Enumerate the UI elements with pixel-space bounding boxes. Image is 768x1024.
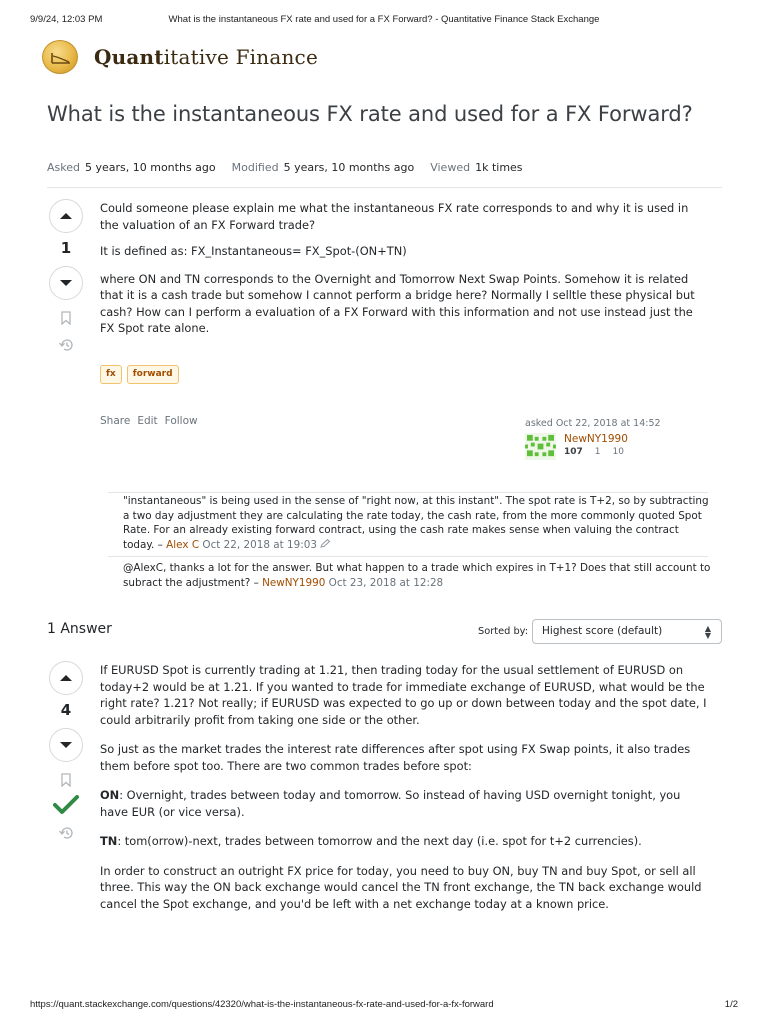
silver-badge-count: 1 (594, 447, 601, 457)
divider (47, 187, 722, 188)
comment-text: "instantaneous" is being used in the sense of "right now, at this instant". The spot rate is T+2, so by subtracting a two day adjustment they are calculating the rate today, the cash rate, from the more commonly quoted Spot Rate. For an already existing forward contract, using the cash rate makes sense when valuing the contract today. – (123, 495, 709, 551)
modified-meta: Modified 5 years, 10 months ago (231, 161, 415, 174)
share-link[interactable]: Share (100, 415, 131, 427)
accepted-checkmark-icon (53, 795, 79, 819)
history-icon[interactable] (58, 337, 74, 356)
upvote-button[interactable] (49, 661, 83, 695)
question-post-menu (100, 415, 198, 427)
answers-count-header: 1 Answer (47, 621, 112, 637)
comment-item (123, 561, 713, 590)
answer-paragraph: So just as the market trades the interest rate differences after spot using FX Swap points, it also trades them before spot too. There are two common trades before spot: (100, 742, 691, 773)
arrow-up-icon (59, 212, 73, 220)
site-logo-icon[interactable] (42, 40, 78, 74)
answer-score: 4 (60, 701, 72, 719)
sort-label: Sorted by: (478, 626, 529, 637)
comment-user-link[interactable]: NewNY1990 (262, 576, 326, 589)
question-paragraph: It is defined as: FX_Instantaneous= FX_Spot-(ON+TN) (100, 244, 407, 258)
comment-divider (108, 492, 708, 493)
arrow-up-icon (59, 674, 73, 682)
edit-link[interactable]: Edit (137, 415, 158, 427)
print-page-number: 1/2 (724, 999, 738, 1010)
asked-meta: Asked 5 years, 10 months ago (47, 161, 216, 174)
question-body (100, 200, 710, 347)
tag-forward[interactable]: forward (127, 365, 179, 384)
on-label: ON (100, 788, 120, 802)
downvote-button[interactable] (49, 266, 83, 300)
downvote-button[interactable] (49, 728, 83, 762)
print-doc-title: What is the instantaneous FX rate and used for a FX Forward? - Quantitative Finance Stack Exchange (168, 14, 600, 25)
arrow-down-icon (59, 741, 73, 749)
upvote-button[interactable] (49, 199, 83, 233)
print-header (30, 14, 738, 26)
answer-paragraph: If EURUSD Spot is currently trading at 1.21, then trading today for the usual settlement of EURUSD on today+2 would be at 1.21. If you wanted to trade for immediate exchange of EURUSD, what would be the right rate? 1.21? Not really; if EURUSD was expected to go up or down between today and the spot date, I could arbitrarily profit from taking one side or the other. (100, 663, 707, 727)
comment-date[interactable]: Oct 23, 2018 at 12:28 (328, 576, 444, 589)
sort-select[interactable] (532, 619, 722, 644)
question-owner-card (525, 418, 725, 460)
bronze-badge-count: 10 (612, 447, 624, 457)
user-avatar-icon[interactable] (525, 433, 556, 460)
answer-paragraph: In order to construct an outright FX price for today, you need to buy ON, buy TN and buy Spot, or sell all three. This way the ON back exchange would cancel the TN front exchange, the TN back exchange would cancel the Spot exchange, and you'd be left with a net exchange today at a known price. (100, 863, 702, 911)
sort-caret-icon: ▲ ▼ (704, 624, 711, 640)
answer-vote-column (47, 661, 85, 844)
print-url: https://quant.stackexchange.com/questions/42320/what-is-the-instantaneous-fx-rate-and-used-for-a-fx-forward (30, 999, 494, 1010)
question-title[interactable]: What is the instantaneous FX rate and used for a FX Forward? (47, 102, 693, 126)
tn-label: TN (100, 834, 118, 848)
history-icon[interactable] (58, 825, 74, 844)
answer-paragraph: ON: Overnight, trades between today and tomorrow. So instead of having USD overnight tonight, you have EUR (or vice versa). (100, 788, 681, 819)
comment-item (123, 494, 713, 552)
pencil-icon (320, 539, 331, 548)
user-reputation: 107 1 10 (564, 447, 624, 457)
question-score: 1 (60, 239, 72, 257)
comment-text: @AlexC, thanks a lot for the answer. But what happen to a trade which expires in T+1? Does that still account to subract the adjustment? – (123, 562, 711, 589)
bookmark-icon[interactable] (60, 310, 72, 329)
asked-timestamp: asked Oct 22, 2018 at 14:52 (525, 418, 661, 429)
print-datetime: 9/9/24, 12:03 PM (30, 14, 103, 25)
sort-value: Highest score (default) (542, 625, 663, 637)
question-paragraph: where ON and TN corresponds to the Overnight and Tomorrow Next Swap Points. Somehow it is related that it is a cash trade but somehow I cannot perform a bridge here? Normally I selltle these physical but cash? How can I perform a evaluation of a FX Forward with this information and not use instead just the FX Spot rate alone. (100, 271, 695, 335)
question-vote-column (47, 199, 85, 356)
question-meta (47, 161, 523, 174)
bookmark-icon[interactable] (60, 772, 72, 791)
viewed-meta: Viewed 1k times (430, 161, 523, 174)
print-footer (30, 999, 738, 1010)
comment-date[interactable]: Oct 22, 2018 at 19:03 (202, 538, 317, 551)
site-header[interactable] (42, 40, 318, 74)
follow-link[interactable]: Follow (164, 415, 198, 427)
arrow-down-icon (59, 279, 73, 287)
tag-fx[interactable]: fx (100, 365, 122, 384)
site-name[interactable]: Quantitative Finance (94, 45, 318, 69)
answer-paragraph: TN: tom(orrow)-next, trades between tomorrow and the next day (i.e. spot for t+2 currencies). (100, 834, 642, 848)
comment-divider (108, 556, 708, 557)
question-tags (100, 365, 179, 384)
comment-user-link[interactable]: Alex C (166, 538, 200, 551)
answer-body (100, 662, 710, 922)
question-paragraph: Could someone please explain me what the instantaneous FX rate corresponds to and why it is used in the valuation of an FX Forward trade? (100, 201, 689, 232)
user-name[interactable]: NewNY1990 (564, 433, 628, 445)
